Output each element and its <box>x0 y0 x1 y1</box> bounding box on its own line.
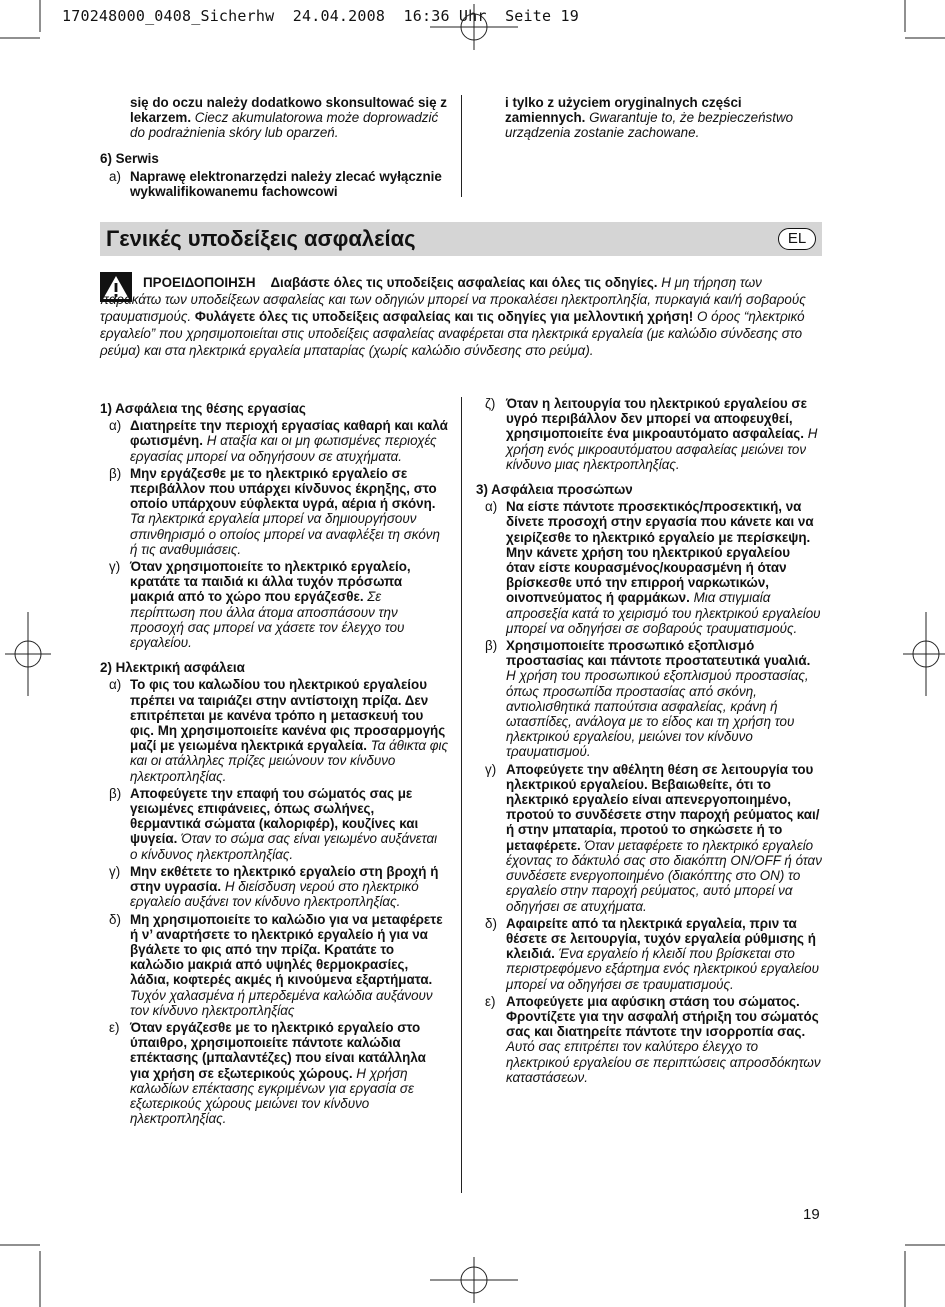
top-left-section6 <box>100 151 448 202</box>
left-main-column <box>100 395 448 1128</box>
section-heading-workplace: 1) Ασφάλεια της θέσης εργασίας <box>100 401 306 416</box>
print-slug: 170248000_0408_Sicherhw 24.04.2008 16:36 Uhr Seite 19 <box>62 7 579 25</box>
top-left-column <box>130 95 448 141</box>
list-item: α) Να είστε πάντοτε προσεκτικός/προσεκτική, να δίνετε προσοχή στην εργασία που κάνετε και να χειρίζεσθε το ηλεκτρικό εργαλείο με περίσκεψη. Μην κάνετε χρήση του ηλεκτρικού εργαλείου όταν είστε κουρασμένος/κουρασμένη ή όταν βρίσκεσθε υπό την επιρροή ναρκωτικών, οινοπνεύματος ή φαρμάκων. Μια στιγμιαία απροσεξία κατά το χειρισμό του ηλεκτρικού εργαλείου μπορεί να οδηγήσει σε σοβαρούς τραυματισμούς. <box>485 499 821 636</box>
section-title: Γενικές υποδείξεις ασφαλείας <box>106 226 416 251</box>
warning-label: ΠΡΟΕΙΔΟΠΟΙΗΣΗ <box>143 275 256 290</box>
list-item: β) Χρησιμοποιείτε προσωπικό εξοπλισμό προστασίας και πάντοτε προστατευτικά γυαλιά. Η χρήση του προσωπικού εξοπλισμού προστασίας, όπως προσωπίδα προστασίας από σκόνη, αντιολισθητικά παπούτσια ασφαλείας, κράνη ή ωτασπίδες, ανάλογα με το είδος και τη χρήση του ηλεκτρικού εργαλείου, μειώνει τον κίνδυνο τραυματισμού. <box>485 638 811 760</box>
language-badge: EL <box>778 228 816 250</box>
page-number: 19 <box>803 1206 820 1223</box>
section-heading-service: 6) Serwis <box>100 151 159 166</box>
list-item: α) Διατηρείτε την περιοχή εργασίας καθαρή και καλά φωτισμένη. Η αταξία και οι μη φωτισμένες περιοχές εργασίας μπορεί να οδηγήσουν σε ατυχήματα. <box>109 418 448 464</box>
list-item: δ) Μη χρησιμοποιείτε το καλώδιο για να μεταφέρετε ή ν’ αναρτήσετε το ηλεκτρικό εργαλείο ή για να βγάλετε το φις από την πρίζα. Κρατάτε το καλώδιο μακριά από υψηλές θερμοκρασίες, λάδια, κοφτερές ακμές ή κινούμενα εξαρτήματα. Τυχόν χαλασμένα ή μπερδεμένα καλώδια αυξάνουν τον κίνδυνο ηλεκτροπληξίας <box>109 911 443 1018</box>
top-column-divider <box>461 95 462 197</box>
top-left-paragraph: się do oczu należy dodatkowo skonsultować się z lekarzem. Ciecz akumulatorowa może doprowadzić do podrażnienia skóry lub oparzeń. <box>130 95 447 141</box>
main-column-divider <box>461 397 462 1193</box>
list-item: δ) Αφαιρείτε από τα ηλεκτρικά εργαλεία, πριν τα θέσετε σε λειτουργία, τυχόν εργαλεία ρύθμισης ή κλειδιά. Ένα εργαλείο ή κλειδί που βρίσκεται στο περιστρεφόμενο εξάρτημα ενός ηλεκτρικού εργαλείου μπορεί να οδηγήσει σε τραυματισμούς. <box>485 915 819 992</box>
list-item: ε) Όταν εργάζεσθε με το ηλεκτρικό εργαλείο στο ύπαιθρο, χρησιμοποιείτε πάντοτε καλώδια επέκτασης (μπαλαντέζες) που είναι κατάλληλα για χρήση σε εξωτερικούς χώρους. Η χρήση καλωδίων επέκτασης εγκριμένων για εργασία σε εξωτερικούς χώρους μειώνει τον κίνδυνο ηλεκτροπληξίας. <box>109 1019 426 1127</box>
list-item: β) Μην εργάζεσθε με το ηλεκτρικό εργαλείο σε περιβάλλον που υπάρχει κίνδυνος έκρηξης, στο οποίο υπάρχουν εύφλεκτα υγρά, αέρια ή σκόνη. Τα ηλεκτρικά εργαλεία μπορεί να δημιουργήσουν σπινθηρισμό ο οποίος μπορεί να αναφλέξει τη σκόνη ή τις αναθυμιάσεις. <box>109 465 440 557</box>
section-heading-electrical: 2) Ηλεκτρική ασφάλεια <box>100 660 245 676</box>
top-right-column: i tylko z użyciem oryginalnych części zamiennych. Gwarantuje to, że bezpieczeństwo urządzenia zostanie zachowane. <box>505 95 794 141</box>
list-item: α) Το φις του καλωδίου του ηλεκτρικού εργαλείου πρέπει να ταιριάζει στην αντίστοιχη πρίζα. Δεν επιτρέπεται με κανένα τρόπο η μετασκευή του φις. Μη χρησιμοποιείτε κανένα φις προσαρμογής μαζί με γειωμένα ηλεκτρικά εργαλεία. Τα άθικτα φις και οι ατάλληλες πρίζες μειώνουν τον κίνδυνο ηλεκτροπληξίας. <box>109 677 448 784</box>
right-main-column <box>476 396 822 1087</box>
section-title-bar <box>100 222 822 256</box>
section-heading-personal: 3) Ασφάλεια προσώπων <box>476 482 633 498</box>
list-item: γ) Όταν χρησιμοποιείτε το ηλεκτρικό εργαλείο, κρατάτε τα παιδιά κι άλλα τυχόν πρόσωπα μακριά από το χώρο που εργάζεσθε. Σε περίπτωση που άλλα άτομα αποσπάσουν την προσοχή σας μπορεί να χάσετε τον έλεγχο του εργαλείου. <box>109 559 411 651</box>
service-item-a: a) Naprawę elektronarzędzi należy zlecać wyłącznie wykwalifikowanemu fachowcowi <box>109 169 442 200</box>
list-item: ε) Αποφεύγετε μια αφύσικη στάση του σώματος. Φροντίζετε για την ασφαλή στήριξη του σώματός σας και διατηρείτε πάντοτε την ισορροπία σας. Αυτό σας επιτρέπει τον καλύτερο έλεγχο το ηλεκτρικού εργαλείου σε περιπτώσεις απροσδόκητων καταστάσεων. <box>485 993 821 1085</box>
list-item: γ) Μην εκθέτετε το ηλεκτρικό εργαλείο στη βροχή ή στην υγρασία. Η διείσδυση νερού στο ηλεκτρικό εργαλείο αυξάνει τον κίνδυνο ηλεκτροπληξίας. <box>109 863 439 910</box>
list-item: γ) Αποφεύγετε την αθέλητη θέση σε λειτουργία του ηλεκτρικού εργαλείου. Βεβαιωθείτε, ότι το ηλεκτρικό εργαλείο είναι απενεργοποιημένο, προτού το συνδέσετε στην παροχή ρεύματος και/ή στην μπαταρία, προτού το σηκώσετε ή το μεταφέρετε. Όταν μεταφέρετε το ηλεκτρικό εργαλείο έχοντας το δάκτυλό σας στο διακόπτη ON/OFF ή όταν συνδέσετε ενεργοποιημένο (διακόπτης στο ON) το εργαλείο στην παροχή ρεύματος, αυτό μπορεί να οδηγήσει σε ατυχήματα. <box>485 761 822 914</box>
list-item: β) Αποφεύγετε την επαφή του σώματός σας με γειωμένες επιφάνειες, όπως σωλήνες, θερμαντικά σώματα (καλοριφέρ), κουζίνες και ψυγεία. Όταν το σώμα σας είναι γειωμένο αυξάνεται ο κίνδυνος ηλεκτροπληξίας. <box>109 785 438 862</box>
general-warning-text: ΠΡΟΕΙΔΟΠΟΙΗΣΗ Διαβάστε όλες τις υποδείξεις ασφαλείας και όλες τις οδηγίες. Η μη τήρηση των παρακάτω των υποδείξεων ασφαλείας και των οδηγιών μπορεί να προκαλέσει ηλεκτροπληξία, πυρκαγιά και/ή σοβαρούς τραυματισμούς. Φυλάγετε όλες τις υποδείξεις ασφαλείας και τις οδηγίες για μελλοντική χρήση! Ο όρος “ηλεκτρικό εργαλείο” που χρησιμοποιείται στις υποδείξεις ασφαλείας αναφέρεται στα ηλεκτρικά εργαλεία (με καλώδιο σύνδεσης στο ρεύμα) και στα ηλεκτρικά εργαλεία μπαταρίας (χωρίς καλώδιο σύνδεσης στο ρεύμα). <box>100 275 806 358</box>
list-item: ζ) Όταν η λειτουργία του ηλεκτρικού εργαλείου σε υγρό περιβάλλον δεν μπορεί να αποφευχθεί, χρησιμοποιείτε ένα μικροαυτόματο ασφαλείας. Η χρήση ενός μικροαυτόματου ασφαλείας μειώνει τον κίνδυνο μιας ηλεκτροπληξίας. <box>485 396 818 472</box>
